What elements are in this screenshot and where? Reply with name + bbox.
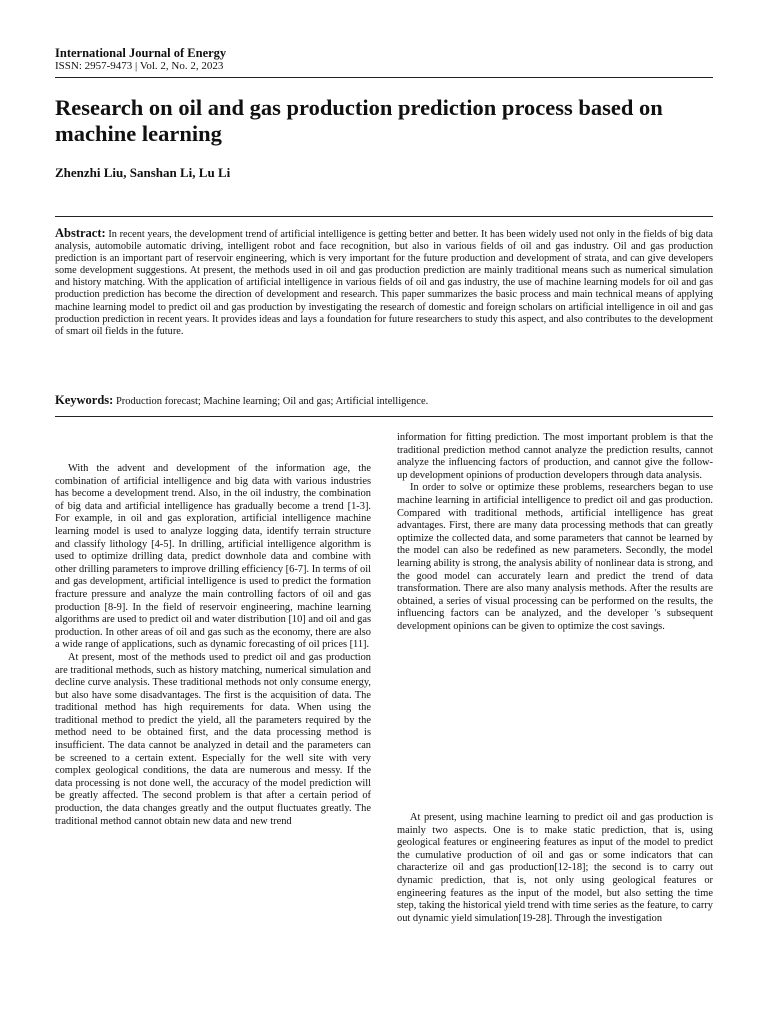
keywords-block <box>55 393 713 409</box>
left-column <box>55 463 371 828</box>
body-paragraph: At present, most of the methods used to predict oil and gas production are traditional methods, such as history matching, numerical simulation and decline curve analysis. These traditional methods not only consume energy, but also have some disadvantages. The first is the acquisition of data. The traditional method has high requirements for data. When using the traditional method to predict the yield, all the parameters required by the method need to be obtained first, and the data processing method is insufficient. The data cannot be analyzed in detail and the parameters can be screened to a certain extent. Especially for the well site with very complex geological conditions, the data are numerous and messy. If the data processing is not done well, the accuracy of the model prediction will be greatly affected. The second problem is that after a certain period of production, the data changes greatly and the output fluctuates greatly. The traditional method cannot obtain new data and new trend <box>55 651 371 827</box>
right-column-upper <box>397 432 713 634</box>
abstract-label: Abstract: <box>55 226 106 240</box>
header-rule <box>55 77 713 78</box>
body-paragraph: information for fitting prediction. The most important problem is that the traditional prediction method cannot analyze the prediction results, cannot analyze the influencing factors of production, and cannot give the follow-up development opinions of production developers through data analysis. <box>397 432 713 481</box>
issn-line: ISSN: 2957-9473 | Vol. 2, No. 2, 2023 <box>55 60 224 72</box>
abstract-block <box>55 227 713 338</box>
keywords-text: Production forecast; Machine learning; Oil and gas; Artificial intelligence. <box>115 396 429 407</box>
keywords-bottom-rule <box>55 416 713 417</box>
abstract-top-rule <box>55 216 713 217</box>
keywords-label: Keywords: <box>55 393 114 407</box>
right-column-lower <box>397 812 713 925</box>
abstract-text: In recent years, the development trend of artificial intelligence is getting better and better. It has been widely used not only in the fields of big data analysis, automobile automatic driving, intelligent robot and face recognition, but also in various fields of oil and gas industry. Oil and gas production prediction is an important part of reservoir engineering, which is very important for the future production and development of strata, and can give developers some development suggestions. At present, the methods used in oil and gas production prediction are mainly traditional means such as numerical simulation and history matching. With the application of artificial intelligence in various fields of oil and gas industry, the use of machine learning models for oil and gas production prediction has become the direction of development and research. This paper summarizes the basic process and main technical means of applying machine learning model to predict oil and gas production by investigating the research of domestic and foreign scholars on artificial intelligence in oil and gas production prediction in recent years. It provides ideas and lays a foundation for future researchers to study this aspect, and also contributes to the development of smart oil fields in the future. <box>55 229 713 337</box>
body-paragraph: In order to solve or optimize these problems, researchers began to use machine learning in artificial intelligence to predict oil and gas production. Compared with traditional methods, artificial intelligence has great advantages. First, there are many data processing methods that can greatly optimize the collected data, and some parameters that cannot be learned by the model can also be redefined as new parameters. Secondly, the model learning ability is strong, the analysis ability of nonlinear data is strong, and the good model can accurately learn and predict the trend of data transformation. There are also many analysis methods. After the results are obtained, a series of visual processing can be performed on the results, the influencing factors can be analyzed, and the developer 's subsequent development opinions can be given to optimize the cost savings. <box>397 482 713 632</box>
journal-name: International Journal of Energy <box>55 46 227 60</box>
body-paragraph: With the advent and development of the information age, the combination of artificial intelligence and big data with various industries has become a development trend. Also, in the oil industry, the combination of big data and artificial intelligence has gradually become a trend [1-3]. For example, in oil and gas exploration, artificial intelligence machine learning model is used to analyze logging data, identify terrain structure and classify lithology [4-5]. In drilling, artificial intelligence algorithm is used to optimize drilling data, predict downhole data and combine with other drilling parameters to improve drilling efficiency [6-7]. In terms of oil and gas development, artificial intelligence is used to predict the formation fracture pressure and analyze the main controlling factors of oil and gas production [8-9]. In the field of reservoir engineering, machine learning algorithms are used to predict oil and water distribution [10] and oil and gas production. In other areas of oil and gas such as the economy, there are also a wide range of applications, such as dynamic forecasting of oil prices [11]. <box>55 463 371 651</box>
body-paragraph: At present, using machine learning to predict oil and gas production is mainly two aspects. One is to make static prediction, that is, using geological features or engineering features as input of the model to predict the cumulative production of oil and gas or some indicators that can characterize oil and gas production[12-18]; the second is to carry out dynamic prediction, that is, not only using geological features or engineering features as the input of the model, but also setting the time step, taking the historical yield trend with time series as the feature, to carry out dynamic yield simulation[19-28]. Through the investigation <box>397 812 713 924</box>
author-list: Zhenzhi Liu, Sanshan Li, Lu Li <box>55 165 231 180</box>
paper-title: Research on oil and gas production prediction process based on machine learning <box>55 95 663 146</box>
